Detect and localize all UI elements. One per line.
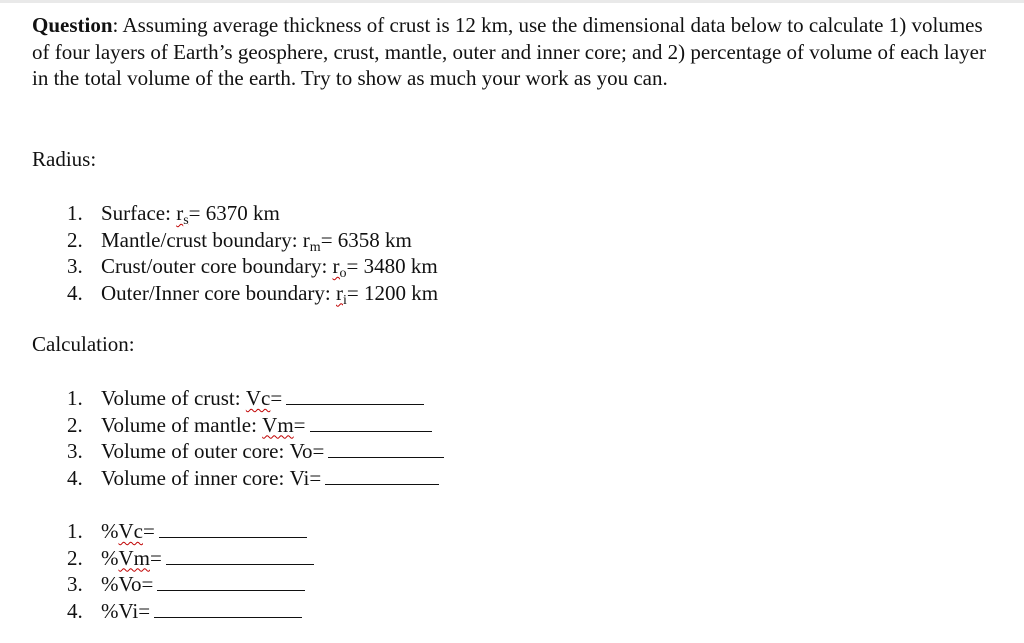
list-item [67, 385, 444, 412]
percent-sign: % [101, 545, 119, 570]
list-item [67, 465, 444, 492]
question-label: Question [32, 13, 113, 37]
equals-sign: = [138, 598, 151, 623]
answer-blank[interactable] [310, 414, 432, 432]
list-item [67, 598, 314, 625]
answer-blank[interactable] [325, 467, 439, 485]
list-item [67, 227, 438, 254]
list-number: 2. [67, 545, 83, 570]
list-number: 2. [67, 412, 83, 437]
page-top-edge [0, 0, 1024, 3]
list-item [67, 253, 438, 280]
radius-list [67, 200, 438, 306]
document-body [32, 12, 992, 623]
percentage-symbol: Vi [118, 598, 139, 623]
answer-blank[interactable] [286, 387, 424, 405]
question-paragraph [32, 12, 992, 92]
volume-symbol: Vc [245, 386, 271, 410]
list-item [67, 545, 314, 572]
answer-blank[interactable] [328, 440, 444, 458]
volume-label: Volume of crust: [101, 386, 241, 410]
list-item [67, 280, 438, 307]
list-number: 3. [67, 254, 83, 278]
radius-symbol: $r_o$ [332, 254, 347, 281]
radius-symbol: $r_i$ [336, 280, 347, 308]
answer-blank[interactable] [166, 547, 314, 565]
list-number: 1. [67, 201, 83, 225]
list-item [67, 438, 444, 465]
equals-sign: = [270, 386, 283, 410]
answer-blank[interactable] [154, 600, 302, 618]
equals-sign: = [293, 412, 306, 437]
volume-list [67, 385, 444, 491]
percent-sign: % [101, 572, 119, 596]
list-number: 4. [67, 598, 83, 623]
list-number: 3. [67, 572, 83, 596]
list-item [67, 518, 314, 545]
list-number: 2. [67, 227, 83, 252]
list-number: 1. [67, 519, 83, 543]
equals-sign: = [150, 545, 162, 570]
volume-symbol: Vo [289, 439, 313, 463]
list-number: 3. [67, 439, 83, 463]
radius-value: = 6370 km [188, 201, 280, 225]
percentage-list [67, 518, 314, 624]
answer-blank[interactable] [157, 573, 305, 591]
percentage-symbol: Vo [118, 572, 142, 596]
list-number: 1. [67, 386, 83, 410]
list-number: 4. [67, 280, 83, 305]
equals-sign: = [141, 572, 154, 596]
radius-heading: Radius: [32, 147, 97, 171]
volume-symbol: Vi [289, 465, 310, 490]
radius-value: = 3480 km [346, 254, 438, 278]
equals-sign: = [312, 439, 325, 463]
list-item [67, 571, 314, 598]
radius-label: Crust/outer core boundary: [101, 254, 328, 278]
percentage-symbol: Vc [118, 519, 143, 543]
list-number: 4. [67, 465, 83, 490]
radius-value: = 1200 km [346, 280, 439, 305]
list-item [67, 412, 444, 439]
list-item [67, 200, 438, 227]
radius-label: Mantle/crust boundary: [101, 227, 298, 252]
percent-sign: % [101, 519, 119, 543]
equals-sign: = [143, 519, 155, 543]
percentage-symbol: Vm [118, 545, 150, 570]
percent-sign: % [101, 598, 119, 623]
volume-label: Volume of outer core: [101, 439, 285, 463]
calculation-heading: Calculation: [32, 332, 135, 356]
volume-label: Volume of mantle: [101, 412, 257, 437]
volume-symbol: Vm [262, 412, 294, 437]
answer-blank[interactable] [159, 520, 307, 538]
radius-symbol: $r_s$ [176, 201, 189, 228]
volume-label: Volume of inner core: [101, 465, 285, 490]
radius-label: Outer/Inner core boundary: [101, 280, 331, 305]
radius-label: Surface: [101, 201, 171, 225]
question-text: : Assuming average thickness of crust is 12 km, use the dimensional data below to calculate 1) volumes of four layers of Earth’s geosphere, crust, mantle, outer and inner core; and 2) percentage of volume of each layer in the total volume of the earth. Try to show as much your work as you can. [32, 13, 986, 90]
equals-sign: = [309, 465, 322, 490]
radius-symbol: $r_m$ [302, 227, 321, 255]
radius-value: = 6358 km [320, 227, 412, 252]
